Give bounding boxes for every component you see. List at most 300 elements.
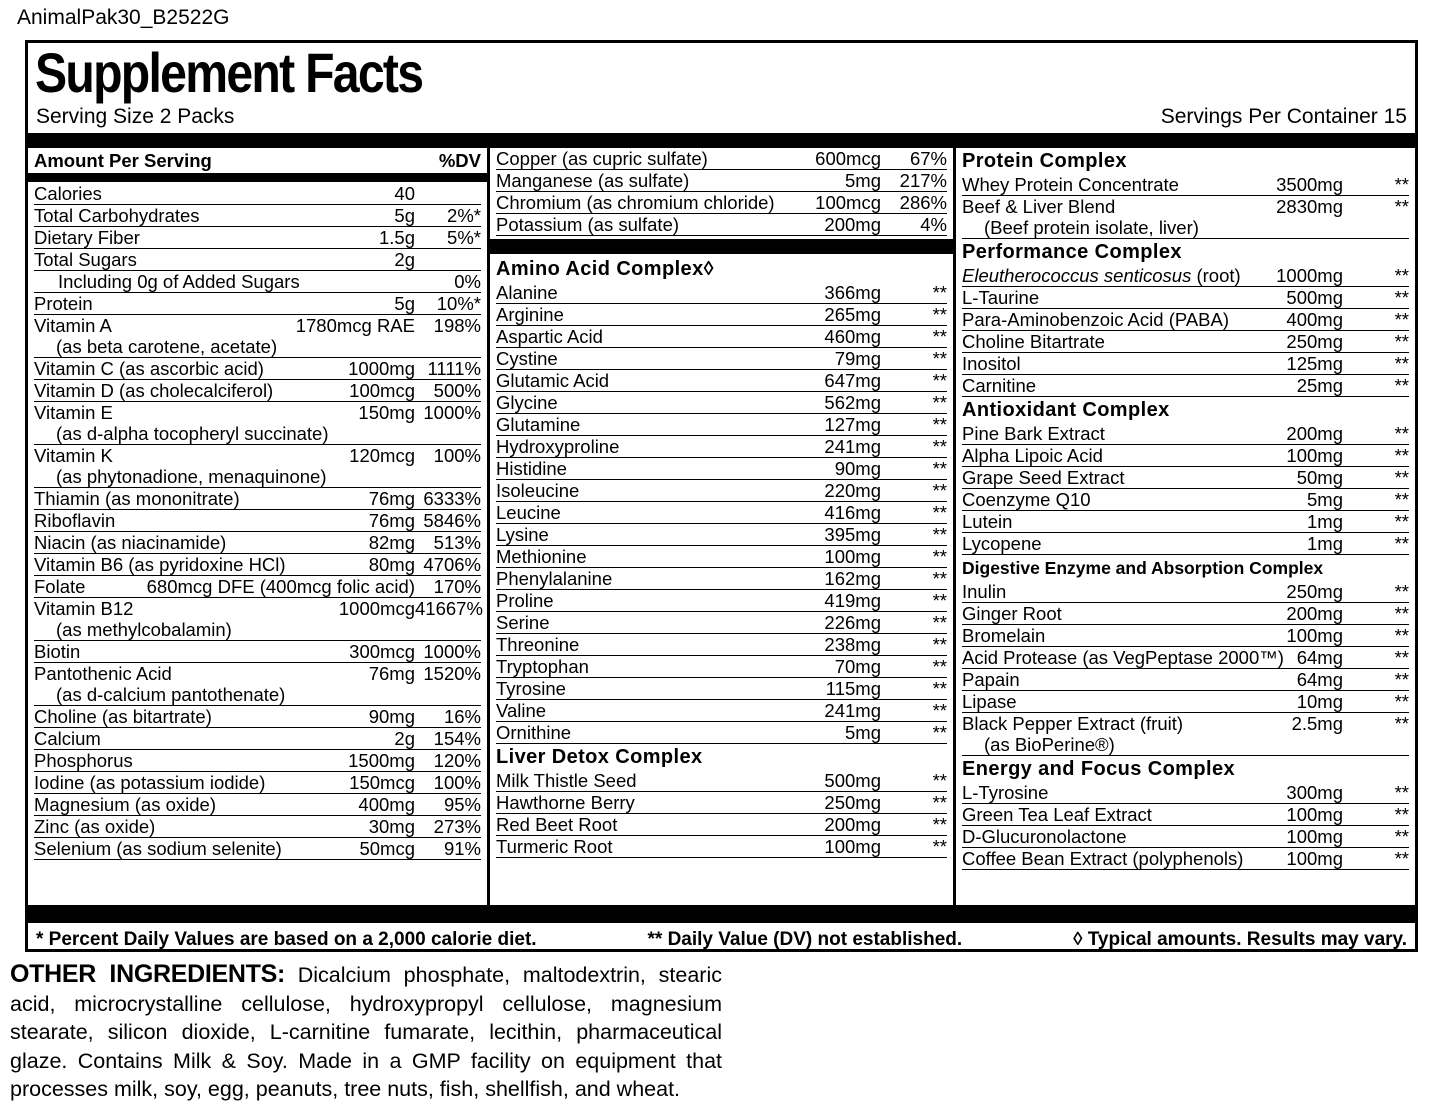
complex-header: Protein Complex (962, 150, 1127, 172)
nutrient-dv: ** (932, 304, 947, 325)
nutrient-amount: 70mg (834, 656, 881, 677)
facts-columns (28, 148, 1415, 905)
nutrient-name: Para-Aminobenzoic Acid (PABA) (962, 309, 1229, 330)
nutrient-dv: ** (1394, 331, 1409, 352)
nutrient-name: Whey Protein Concentrate (962, 174, 1179, 195)
nutrient-row (496, 458, 947, 480)
nutrient-amount: 100mg (1286, 625, 1343, 646)
complex-header: Liver Detox Complex (496, 746, 703, 768)
nutrient-name: Ginger Root (962, 603, 1062, 624)
nutrient-subtext: (as beta carotene, acetate) (56, 336, 278, 357)
nutrient-row (962, 782, 1409, 804)
nutrient-dv: ** (1394, 353, 1409, 374)
nutrient-dv: ** (932, 836, 947, 857)
nutrient-row (496, 392, 947, 414)
nutrient-name: Alpha Lipoic Acid (962, 445, 1103, 466)
nutrient-name: Vitamin C (as ascorbic acid) (34, 358, 264, 379)
nutrient-name: Green Tea Leaf Extract (962, 804, 1152, 825)
nutrient-row (34, 794, 481, 816)
nutrient-amount: 5mg (845, 170, 881, 191)
nutrient-row (496, 414, 947, 436)
nutrient-amount: 366mg (824, 282, 881, 303)
nutrient-name: Black Pepper Extract (fruit) (962, 713, 1184, 734)
nutrient-dv: 1111% (427, 358, 481, 379)
complex-header: Performance Complex (962, 241, 1182, 263)
nutrient-amount: 1000mg (1276, 265, 1343, 286)
nutrient-row (34, 249, 481, 271)
nutrient-row (962, 265, 1409, 287)
nutrient-amount: 125mg (1286, 353, 1343, 374)
nutrient-amount: 100mcg (349, 380, 415, 401)
nutrient-name: Coffee Bean Extract (polyphenols) (962, 848, 1244, 869)
nutrient-amount: 100mg (1286, 804, 1343, 825)
nutrient-name: Pine Bark Extract (962, 423, 1105, 444)
nutrient-row (34, 838, 481, 860)
nutrient-dv: ** (1394, 603, 1409, 624)
nutrient-row (34, 663, 481, 706)
nutrient-name: Papain (962, 669, 1020, 690)
nutrient-name: Lipase (962, 691, 1017, 712)
nutrient-row (962, 375, 1409, 397)
nutrient-dv: ** (932, 524, 947, 545)
nutrient-row (496, 214, 947, 236)
panel-title: Supplement Facts (35, 41, 423, 104)
nutrient-dv (415, 249, 481, 270)
nutrient-row (496, 480, 947, 502)
nutrient-subtext: (Beef protein isolate, liver) (984, 217, 1199, 238)
nutrient-row (496, 370, 947, 392)
nutrient-name: Arginine (496, 304, 564, 325)
nutrient-name: Turmeric Root (496, 836, 613, 857)
nutrient-name: D-Glucuronolactone (962, 826, 1127, 847)
nutrient-row (496, 634, 947, 656)
nutrient-dv: 154% (433, 728, 481, 749)
nutrient-row (962, 713, 1409, 756)
nutrient-row (34, 380, 481, 402)
nutrient-dv: 100% (433, 772, 481, 793)
nutrient-amount: 80mg (368, 554, 415, 575)
nutrient-dv: ** (932, 546, 947, 567)
nutrient-row (496, 814, 947, 836)
nutrient-name: Vitamin E (34, 402, 113, 423)
nutrient-row (962, 445, 1409, 467)
nutrient-row (962, 174, 1409, 196)
nutrient-row (962, 691, 1409, 713)
complex-header: Digestive Enzyme and Absorption Complex (962, 558, 1324, 578)
complex-header: Antioxidant Complex (962, 399, 1170, 421)
nutrient-row (962, 581, 1409, 603)
footnote-not-established: ** Daily Value (DV) not established. (647, 929, 963, 950)
nutrient-dv: 5%* (447, 227, 481, 248)
nutrient-name: Biotin (34, 641, 81, 662)
nutrient-name: Glutamic Acid (496, 370, 610, 391)
nutrient-amount: 500mg (1286, 287, 1343, 308)
nutrient-row (496, 770, 947, 792)
nutrient-name: Acid Protease (as VegPeptase 2000™) (962, 647, 1284, 668)
nutrient-amount: 115mg (825, 678, 881, 699)
nutrient-subtext: (as d-alpha tocopheryl succinate) (56, 423, 329, 444)
nutrient-dv: ** (932, 770, 947, 791)
nutrient-row (496, 836, 947, 858)
nutrient-dv: ** (932, 814, 947, 835)
nutrient-dv: ** (1394, 265, 1409, 286)
nutrient-row (496, 568, 947, 590)
nutrient-amount: 50mcg (359, 838, 415, 859)
nutrient-dv: ** (932, 348, 947, 369)
nutrient-row (34, 532, 481, 554)
nutrient-row (34, 205, 481, 227)
nutrient-name: Copper (as cupric sulfate) (496, 148, 708, 169)
nutrient-name: Thiamin (as mononitrate) (34, 488, 240, 509)
file-title: AnimalPak30_B2522G (17, 6, 230, 29)
nutrient-row (962, 423, 1409, 445)
nutrient-row (496, 170, 947, 192)
nutrient-name: Tryptophan (496, 656, 589, 677)
nutrient-name: Magnesium (as oxide) (34, 794, 216, 815)
nutrient-row (962, 533, 1409, 555)
nutrient-name: Hydroxyproline (496, 436, 620, 457)
nutrient-row (496, 546, 947, 568)
nutrient-subtext: (as phytonadione, menaquinone) (56, 466, 327, 487)
nutrient-amount: 5g (394, 205, 415, 226)
nutrient-name: Methionine (496, 546, 587, 567)
nutrient-dv: ** (1394, 423, 1409, 444)
nutrient-row (962, 511, 1409, 533)
nutrient-dv: 5846% (423, 510, 481, 531)
nutrient-name: Iodine (as potassium iodide) (34, 772, 266, 793)
nutrient-amount: 100mg (1286, 445, 1343, 466)
top-divider-bar (28, 133, 1415, 148)
nutrient-amount: 1.5g (378, 227, 415, 248)
nutrient-subtext: (as BioPerine®) (984, 734, 1115, 755)
nutrient-row (962, 826, 1409, 848)
nutrient-amount: 100mg (824, 546, 881, 567)
nutrient-amount: 300mg (1286, 782, 1343, 803)
nutrient-dv: ** (932, 414, 947, 435)
nutrient-name: Bromelain (962, 625, 1046, 646)
nutrient-row (34, 554, 481, 576)
nutrient-dv: ** (1394, 196, 1409, 217)
nutrient-row (496, 436, 947, 458)
nutrient-dv: ** (932, 282, 947, 303)
nutrient-dv: ** (1394, 713, 1409, 734)
nutrient-amount: 50mg (1296, 467, 1343, 488)
dv-header-label: %DV (438, 150, 481, 171)
nutrient-row (34, 576, 481, 598)
nutrient-row (34, 402, 481, 445)
nutrient-name: Protein (34, 293, 93, 314)
nutrient-amount: 265mg (824, 304, 881, 325)
nutrient-dv: ** (1394, 782, 1409, 803)
nutrient-name: Red Beet Root (496, 814, 618, 835)
nutrient-name: Isoleucine (496, 480, 580, 501)
nutrient-dv: ** (1394, 309, 1409, 330)
nutrient-amount: 25mg (1296, 375, 1343, 396)
nutrient-amount: 200mg (824, 814, 881, 835)
nutrient-amount: 120mcg (349, 445, 415, 466)
nutrient-row (34, 358, 481, 380)
supplement-facts-panel (25, 40, 1418, 952)
nutrient-dv: ** (1394, 669, 1409, 690)
nutrient-amount: 5mg (845, 722, 881, 743)
nutrient-dv: 16% (443, 706, 481, 727)
nutrient-amount: 400mg (358, 794, 415, 815)
nutrient-amount: 1000mg (348, 358, 415, 379)
nutrient-name: Choline Bitartrate (962, 331, 1105, 352)
left-column (28, 148, 490, 905)
nutrient-dv: ** (932, 792, 947, 813)
nutrient-row (496, 348, 947, 370)
nutrient-name: Choline (as bitartrate) (34, 706, 212, 727)
bottom-divider-bar (28, 905, 1415, 923)
nutrient-row (496, 524, 947, 546)
nutrient-row (496, 282, 947, 304)
servings-per-container: Servings Per Container 15 (1160, 105, 1407, 128)
nutrient-amount: 241mg (824, 700, 881, 721)
nutrient-name: L-Tyrosine (962, 782, 1049, 803)
nutrient-row (962, 467, 1409, 489)
nutrient-name: Vitamin B12 (34, 598, 134, 619)
nutrient-amount: 1780mcg RAE (295, 315, 415, 336)
nutrient-dv: ** (932, 678, 947, 699)
nutrient-dv: 513% (433, 532, 481, 553)
nutrient-amount: 76mg (368, 510, 415, 531)
nutrient-dv: 198% (433, 315, 481, 336)
nutrient-name: Cystine (496, 348, 558, 369)
nutrient-amount: 64mg (1296, 669, 1343, 690)
nutrient-row (496, 792, 947, 814)
nutrient-row (962, 331, 1409, 353)
nutrient-name: Leucine (496, 502, 561, 523)
nutrient-name: Serine (496, 612, 550, 633)
nutrient-subtext: (as d-calcium pantothenate) (56, 684, 286, 705)
footnote-typical: ◊ Typical amounts. Results may vary. (1073, 929, 1407, 950)
nutrient-amount: 680mcg DFE (400mcg folic acid) (146, 576, 415, 597)
nutrient-amount: 79mg (834, 348, 881, 369)
header-divider-bar (28, 173, 487, 182)
nutrient-name: L-Taurine (962, 287, 1040, 308)
nutrient-amount: 100mg (824, 836, 881, 857)
nutrient-name: Including 0g of Added Sugars (58, 271, 300, 292)
nutrient-dv: 286% (899, 192, 947, 213)
nutrient-name: Lycopene (962, 533, 1042, 554)
nutrient-amount: 200mg (824, 214, 881, 235)
nutrient-amount: 64mg (1296, 647, 1343, 668)
nutrient-amount: 10mg (1296, 691, 1343, 712)
nutrient-name: Chromium (as chromium chloride) (496, 192, 775, 213)
nutrient-row (962, 669, 1409, 691)
nutrient-dv: 0% (454, 271, 481, 292)
nutrient-name: Coenzyme Q10 (962, 489, 1091, 510)
nutrient-dv: ** (932, 458, 947, 479)
nutrient-row (962, 489, 1409, 511)
nutrient-amount: 1000mcg (338, 598, 415, 619)
nutrient-amount: 600mcg (815, 148, 881, 169)
nutrient-name: Eleutherococcus senticosus (root) (962, 265, 1241, 286)
nutrient-dv (415, 183, 481, 204)
nutrient-amount: 400mg (1286, 309, 1343, 330)
nutrient-dv: 1520% (423, 663, 481, 684)
nutrient-dv: ** (932, 612, 947, 633)
nutrient-dv: ** (932, 700, 947, 721)
nutrient-dv: 120% (433, 750, 481, 771)
nutrient-subtext: (as methylcobalamin) (56, 619, 232, 640)
serving-info-row (28, 101, 1415, 133)
amount-per-serving-header (34, 148, 481, 172)
section-divider-bar (490, 239, 953, 254)
nutrient-name: Histidine (496, 458, 567, 479)
nutrient-amount: 238mg (824, 634, 881, 655)
nutrient-amount: 395mg (824, 524, 881, 545)
nutrient-amount: 250mg (1286, 581, 1343, 602)
nutrient-dv: ** (932, 436, 947, 457)
nutrient-row (34, 641, 481, 663)
nutrient-dv: ** (932, 326, 947, 347)
nutrient-name: Inulin (962, 581, 1007, 602)
nutrient-row (962, 196, 1409, 239)
nutrient-dv: 500% (433, 380, 481, 401)
nutrient-dv: ** (932, 656, 947, 677)
serving-size: Serving Size 2 Packs (36, 105, 235, 128)
nutrient-row (496, 148, 947, 170)
nutrient-amount: 562mg (824, 392, 881, 413)
nutrient-amount: 241mg (824, 436, 881, 457)
nutrient-amount: 3500mg (1276, 174, 1343, 195)
nutrient-name: Valine (496, 700, 547, 721)
nutrient-amount: 647mg (824, 370, 881, 391)
nutrient-name: Ornithine (496, 722, 572, 743)
nutrient-row (34, 706, 481, 728)
nutrient-dv: 91% (443, 838, 481, 859)
nutrient-dv: ** (932, 392, 947, 413)
nutrient-amount: 40 (394, 183, 415, 204)
nutrient-amount: 2g (394, 249, 415, 270)
nutrient-row (34, 315, 481, 358)
nutrient-amount: 76mg (368, 488, 415, 509)
nutrient-dv: 1000% (423, 641, 481, 662)
nutrient-dv: 67% (909, 148, 947, 169)
nutrient-dv: ** (1394, 804, 1409, 825)
nutrient-amount: 416mg (824, 502, 881, 523)
nutrient-row (496, 502, 947, 524)
nutrient-row (34, 510, 481, 532)
nutrient-amount: 2.5mg (1291, 713, 1343, 734)
nutrient-row (962, 647, 1409, 669)
nutrient-amount: 100mcg (815, 192, 881, 213)
nutrient-amount: 2830mg (1276, 196, 1343, 217)
nutrient-amount: 100mg (1286, 826, 1343, 847)
nutrient-amount: 1mg (1307, 533, 1343, 554)
nutrient-name: Vitamin B6 (as pyridoxine HCl) (34, 554, 286, 575)
nutrient-name: Calcium (34, 728, 101, 749)
nutrient-dv: 4% (920, 214, 947, 235)
nutrient-name: Alanine (496, 282, 558, 303)
nutrient-amount: 1mg (1307, 511, 1343, 532)
nutrient-dv: ** (932, 590, 947, 611)
nutrient-name: Phenylalanine (496, 568, 613, 589)
footnotes (28, 923, 1415, 951)
nutrient-name: Manganese (as sulfate) (496, 170, 690, 191)
nutrient-name: Inositol (962, 353, 1021, 374)
footnote-percent-dv: * Percent Daily Values are based on a 2,000 calorie diet. (36, 929, 537, 950)
nutrient-dv: ** (1394, 533, 1409, 554)
nutrient-amount: 460mg (824, 326, 881, 347)
nutrient-name: Tyrosine (496, 678, 566, 699)
nutrient-dv: ** (1394, 691, 1409, 712)
nutrient-row (962, 848, 1409, 870)
nutrient-dv: ** (932, 480, 947, 501)
nutrient-amount: 500mg (824, 770, 881, 791)
nutrient-name: Beef & Liver Blend (962, 196, 1116, 217)
other-ingredients-heading: OTHER INGREDIENTS: (10, 960, 285, 988)
nutrient-name: Total Sugars (34, 249, 137, 270)
nutrient-name: Phosphorus (34, 750, 133, 771)
nutrient-row (496, 700, 947, 722)
nutrient-row (34, 772, 481, 794)
nutrient-amount: 100mg (1286, 848, 1343, 869)
nutrient-dv: ** (1394, 375, 1409, 396)
nutrient-dv: ** (932, 568, 947, 589)
nutrient-dv: 1000% (423, 402, 481, 423)
nutrient-name: Grape Seed Extract (962, 467, 1125, 488)
nutrient-dv: ** (1394, 467, 1409, 488)
nutrient-amount: 82mg (368, 532, 415, 553)
middle-column (490, 148, 956, 905)
nutrient-dv: 95% (443, 794, 481, 815)
nutrient-row (34, 488, 481, 510)
nutrient-dv: ** (932, 502, 947, 523)
nutrient-row (496, 326, 947, 348)
nutrient-dv: ** (1394, 511, 1409, 532)
nutrient-name: Vitamin K (34, 445, 113, 466)
nutrient-amount: 5g (394, 293, 415, 314)
nutrient-dv: ** (1394, 445, 1409, 466)
nutrient-amount: 30mg (368, 816, 415, 837)
nutrient-row (496, 656, 947, 678)
nutrient-dv: ** (1394, 174, 1409, 195)
amount-header-label: Amount Per Serving (34, 150, 212, 171)
nutrient-row (34, 598, 481, 641)
nutrient-dv: ** (1394, 489, 1409, 510)
nutrient-name: Total Carbohydrates (34, 205, 200, 226)
nutrient-name: Niacin (as niacinamide) (34, 532, 227, 553)
nutrient-name: Folate (34, 576, 86, 597)
nutrient-amount: 2g (394, 728, 415, 749)
nutrient-amount: 162mg (824, 568, 881, 589)
nutrient-amount: 127mg (824, 414, 881, 435)
nutrient-dv: ** (932, 370, 947, 391)
nutrient-name: Dietary Fiber (34, 227, 140, 248)
nutrient-row (496, 612, 947, 634)
nutrient-amount: 200mg (1286, 423, 1343, 444)
nutrient-amount: 150mcg (349, 772, 415, 793)
nutrient-dv: ** (1394, 647, 1409, 668)
nutrient-name: Lysine (496, 524, 549, 545)
nutrient-row (496, 722, 947, 744)
nutrient-row (34, 750, 481, 772)
nutrient-name: Carnitine (962, 375, 1037, 396)
nutrient-row (496, 678, 947, 700)
nutrient-name: Glutamine (496, 414, 581, 435)
nutrient-amount: 250mg (824, 792, 881, 813)
nutrient-dv: 100% (433, 445, 481, 466)
nutrient-amount: 76mg (368, 663, 415, 684)
nutrient-name: Lutein (962, 511, 1013, 532)
nutrient-name: Vitamin A (34, 315, 112, 336)
nutrient-row (34, 293, 481, 315)
nutrient-name: Riboflavin (34, 510, 116, 531)
nutrient-dv: ** (1394, 826, 1409, 847)
